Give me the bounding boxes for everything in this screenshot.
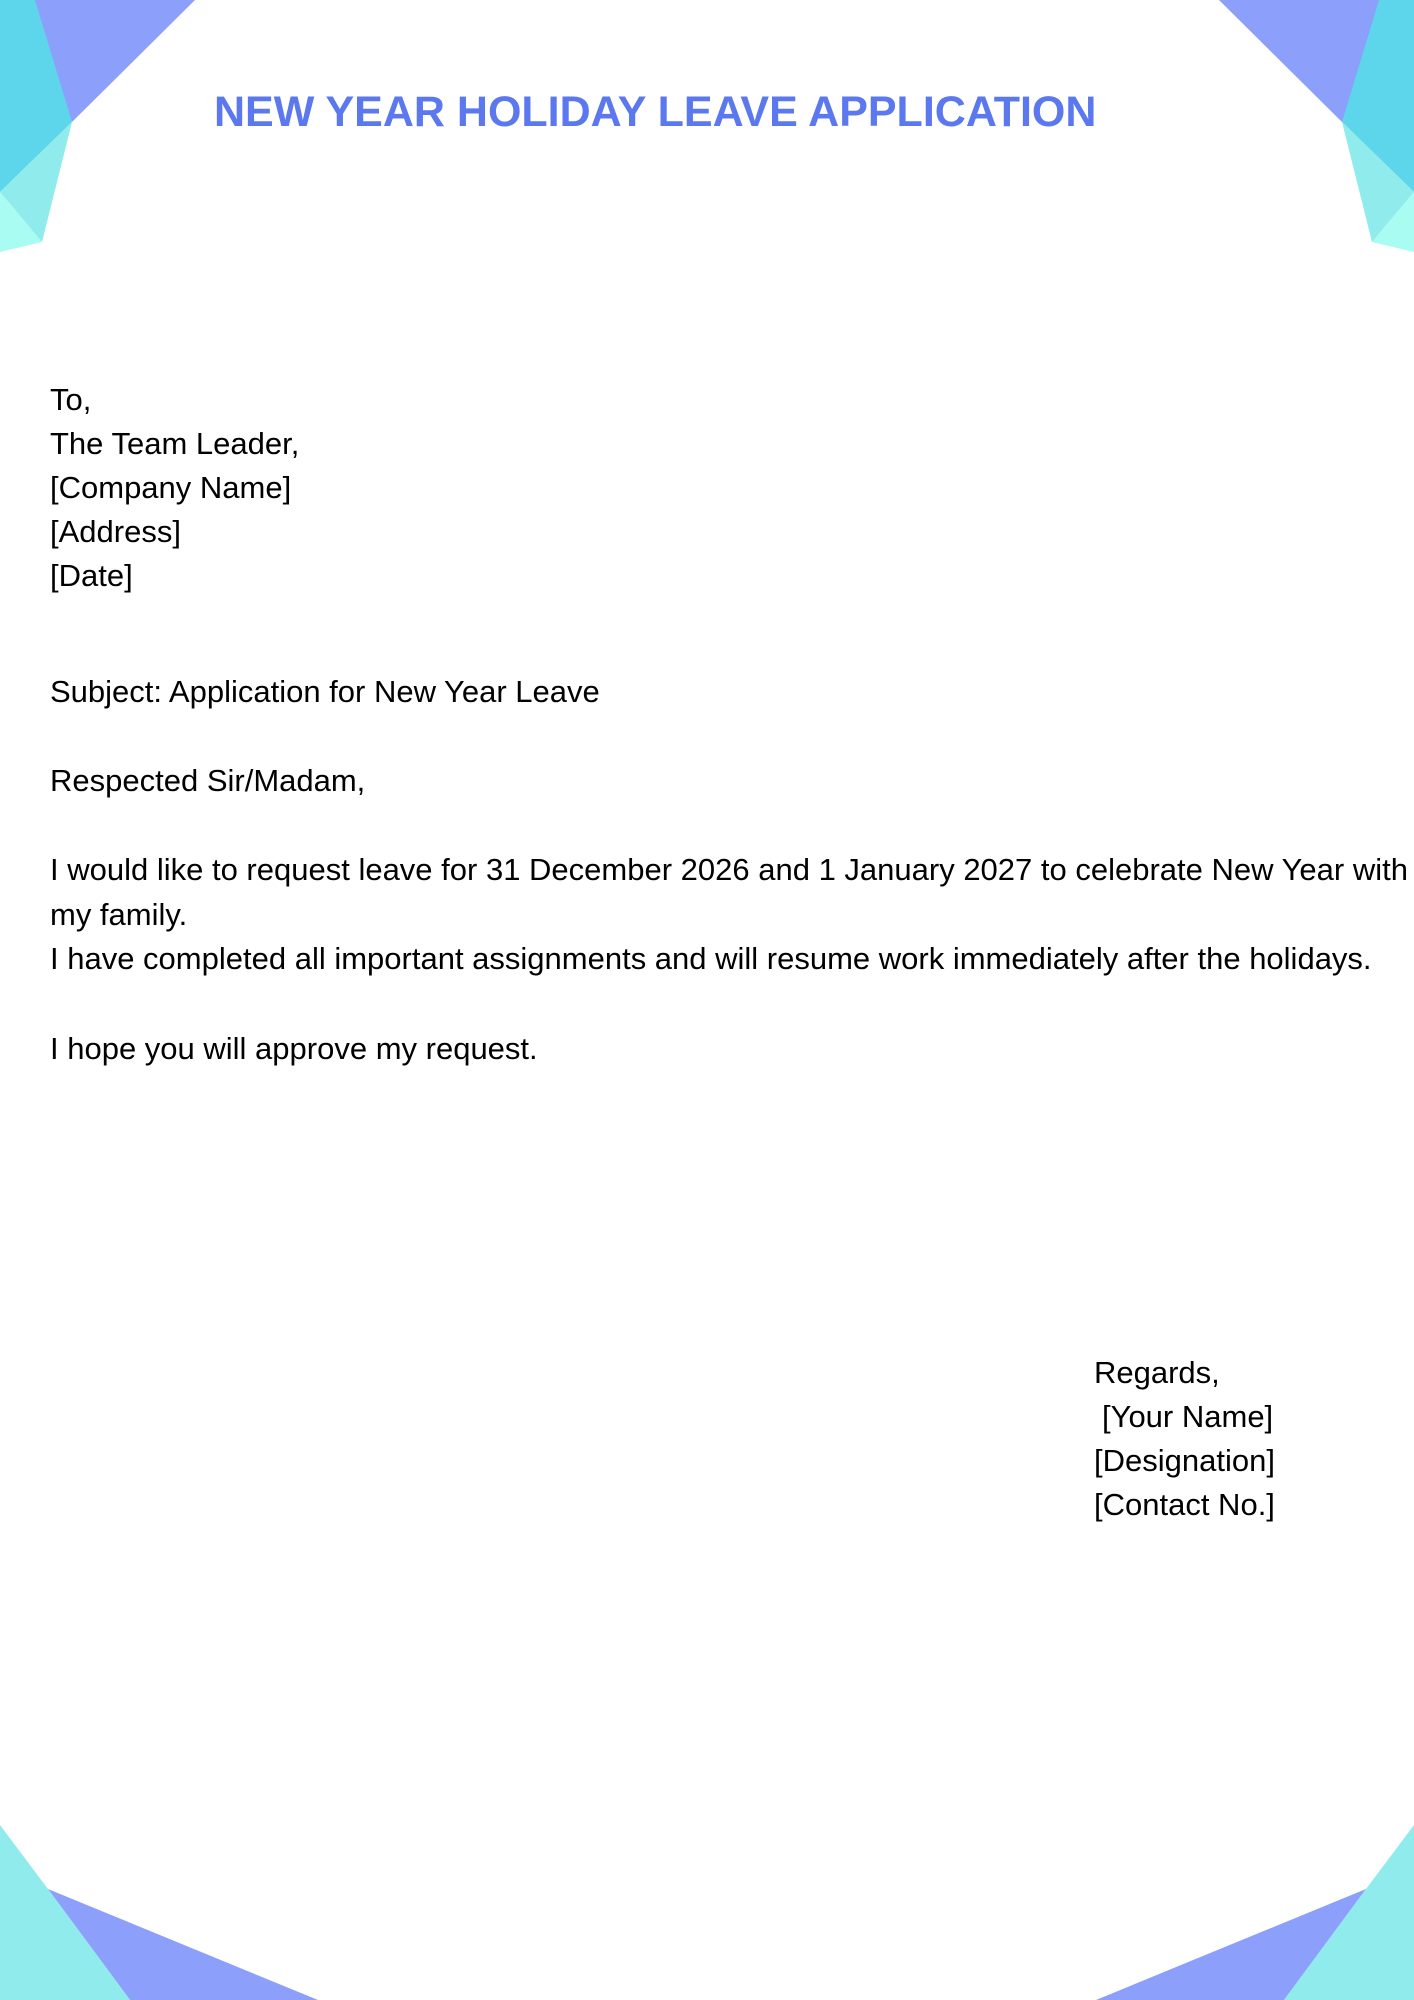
corner-shape (0, 1825, 130, 2000)
letter-closing: I hope you will approve my request. (50, 1031, 538, 1066)
recipient-block (50, 378, 299, 598)
signature-regards: Regards, (1094, 1355, 1220, 1390)
recipient-role: The Team Leader, (50, 426, 300, 461)
corner-shape (1342, 0, 1414, 192)
corner-shape (1342, 122, 1414, 242)
corner-shape (0, 0, 195, 122)
letter-subject: Subject: Application for New Year Leave (50, 674, 600, 709)
letter-salutation: Respected Sir/Madam, (50, 763, 366, 798)
recipient-date: [Date] (50, 558, 133, 593)
signature-contact: [Contact No.] (1094, 1487, 1275, 1522)
signature-block (1094, 1351, 1275, 1527)
body-paragraph-line: I would like to request leave for 31 December 2026 and 1 January 2027 to celebrate New Year with (50, 852, 1408, 887)
signature-designation: [Designation] (1094, 1443, 1275, 1478)
corner-shape (48, 1889, 318, 2000)
signature-name: [Your Name] (1102, 1399, 1274, 1434)
corner-shape (1096, 1889, 1366, 2000)
corner-shape (0, 122, 72, 242)
corner-shape (1284, 1825, 1414, 2000)
body-paragraph-line: I have completed all important assignments and will resume work immediately after the holidays. (50, 941, 1372, 976)
corner-shape (1219, 0, 1414, 122)
body-paragraph-line: my family. (50, 897, 188, 932)
corner-shape (0, 192, 42, 252)
corner-shape (1372, 192, 1414, 252)
recipient-company: [Company Name] (50, 470, 292, 505)
corner-shape (0, 0, 72, 192)
recipient-to: To, (50, 382, 92, 417)
recipient-address: [Address] (50, 514, 181, 549)
page-title: NEW YEAR HOLIDAY LEAVE APPLICATION (214, 88, 1097, 136)
